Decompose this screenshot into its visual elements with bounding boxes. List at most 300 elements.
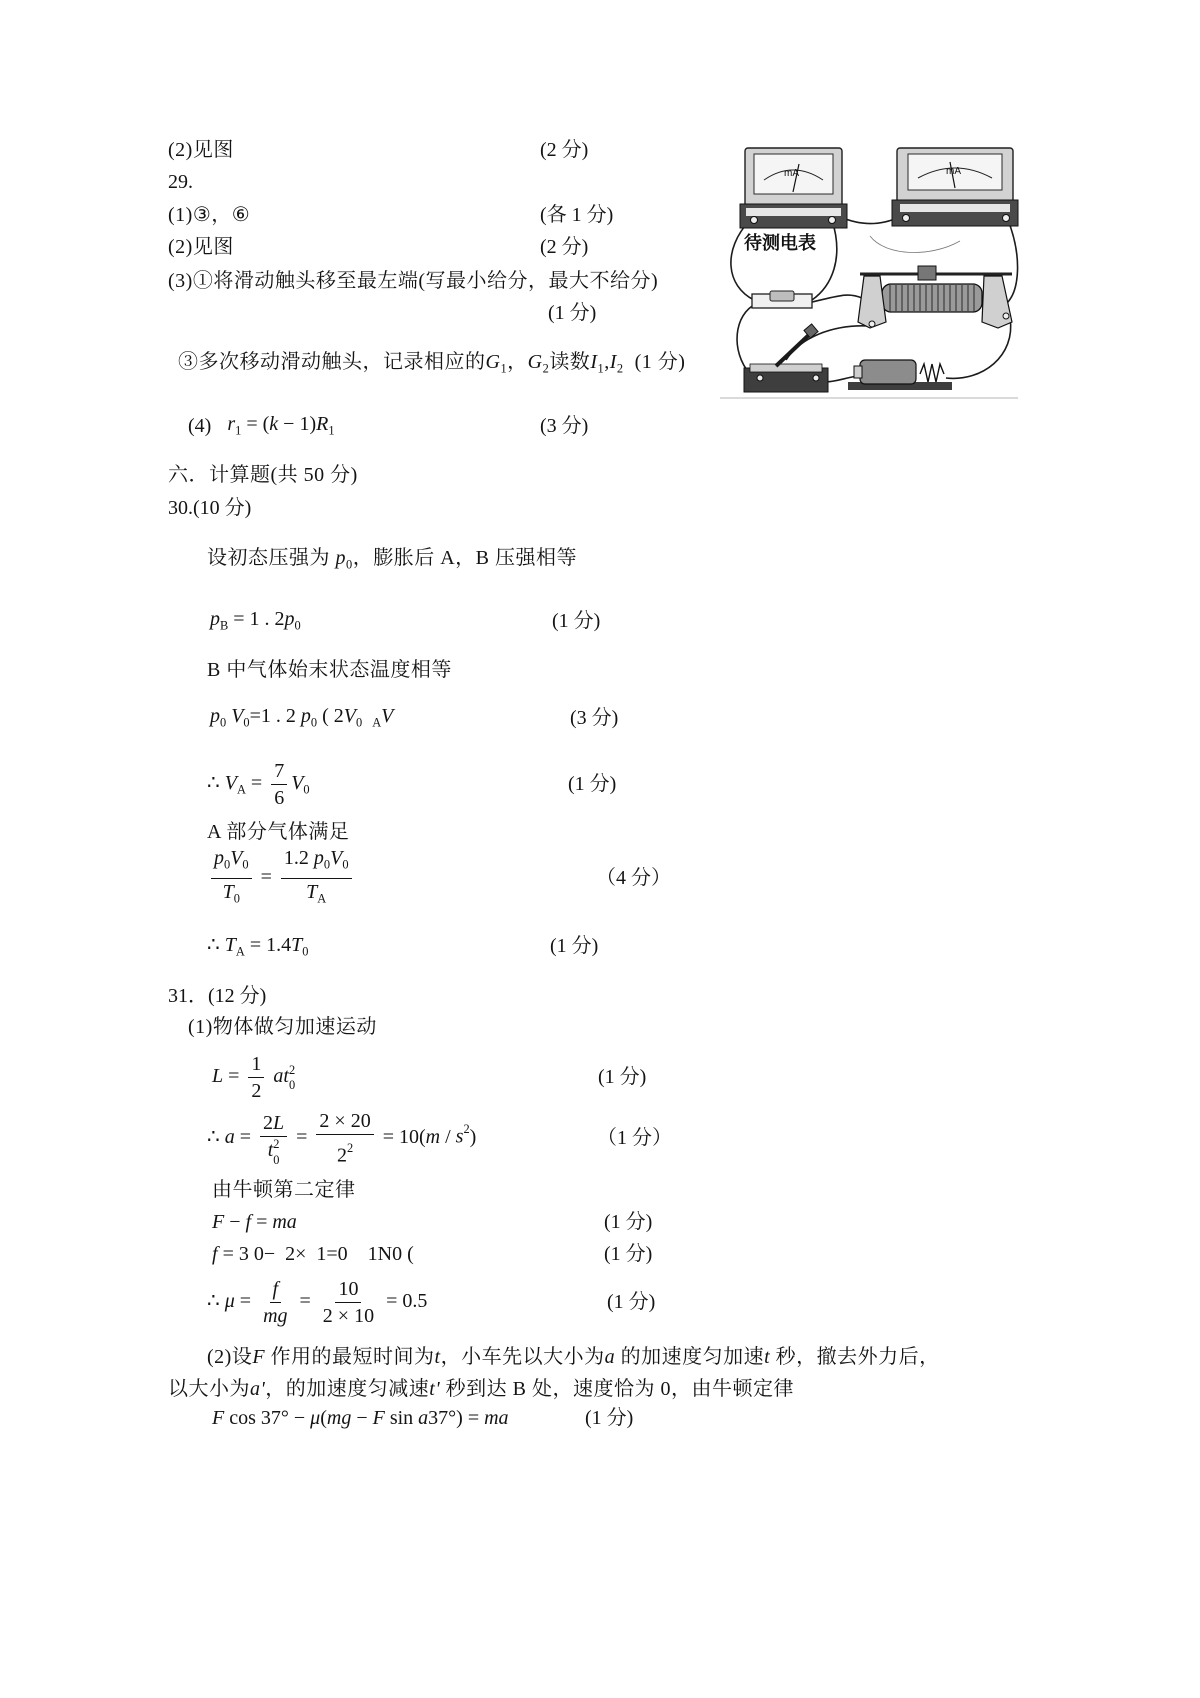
q30-intro xyxy=(207,542,577,572)
math-text: ( xyxy=(320,1406,327,1429)
math-term xyxy=(231,705,249,730)
math-fraction xyxy=(320,1278,377,1327)
math-term xyxy=(381,1290,427,1313)
meter-shelf xyxy=(746,208,841,216)
math-text: p xyxy=(210,608,220,631)
math-text: 2 × 20 xyxy=(319,1109,371,1132)
math-term xyxy=(310,1407,320,1430)
math-term xyxy=(263,1112,273,1134)
q31-part2-text1 xyxy=(207,1340,940,1369)
q31-law: 由牛顿第二定律 xyxy=(212,1179,356,1201)
math-text: 7 xyxy=(274,759,285,782)
math-text xyxy=(362,705,372,727)
math-text: sin xyxy=(384,1406,419,1429)
math-text: ，的加速度匀减速 xyxy=(265,1377,430,1400)
math-text: p xyxy=(210,705,220,728)
math-text: = ( xyxy=(241,413,270,436)
subscript: 0 xyxy=(233,890,240,905)
q31-eq6-score: (1 分) xyxy=(585,1407,634,1429)
fraction-denominator xyxy=(271,785,287,809)
math-term xyxy=(338,1278,358,1300)
math-text: a xyxy=(418,1406,429,1429)
math-text: r xyxy=(227,413,236,436)
math-text: p xyxy=(300,705,311,728)
q30-eq4-score: （4 分） xyxy=(596,867,671,889)
math-term xyxy=(245,934,291,957)
math-text: V xyxy=(381,705,394,728)
knife-switch xyxy=(744,324,828,392)
q31-eq5-score: (1 分) xyxy=(607,1291,656,1313)
math-text: / xyxy=(440,1125,456,1148)
subscript: 0 xyxy=(243,715,250,730)
q29-part3-step1-score: (1 分) xyxy=(548,302,597,324)
math-text: ， xyxy=(507,351,528,374)
math-term xyxy=(268,1065,283,1088)
q31-eq3-score: (1 分) xyxy=(604,1211,653,1233)
math-term xyxy=(426,1126,440,1149)
math-term xyxy=(210,705,226,730)
section-6-title: 六．计算题(共 50 分) xyxy=(168,464,358,486)
math-term xyxy=(590,351,604,376)
math-text: G xyxy=(485,351,501,374)
math-term xyxy=(267,1137,280,1167)
math-text: , xyxy=(604,351,610,374)
math-term xyxy=(316,413,334,438)
math-fraction xyxy=(211,847,252,909)
rheostat-slider xyxy=(918,266,936,280)
subscript: 1 xyxy=(235,423,242,438)
math-term xyxy=(228,608,284,631)
math-text: 以大小为 xyxy=(168,1377,250,1400)
superscript: 2 xyxy=(273,1137,280,1152)
math-term xyxy=(210,608,228,633)
math-text: μ xyxy=(310,1406,321,1429)
math-term xyxy=(615,1340,764,1369)
terminal-icon xyxy=(903,215,910,222)
sliding-rheostat xyxy=(858,266,1012,328)
math-term xyxy=(507,345,528,374)
math-text: 2 xyxy=(251,1079,262,1102)
subscript: 1 xyxy=(500,361,508,376)
math-text: ∴ xyxy=(207,934,225,957)
sub-superscript xyxy=(288,1062,296,1092)
wire-meter-to-resistor xyxy=(812,220,837,300)
math-text: a' xyxy=(250,1377,266,1400)
meter-unit-label: mA xyxy=(784,168,799,179)
math-term xyxy=(344,705,362,730)
math-text: T xyxy=(224,934,236,957)
math-term xyxy=(250,705,301,728)
fraction-denominator xyxy=(265,1137,283,1167)
math-text: V xyxy=(230,847,243,870)
q29-number: 29. xyxy=(168,171,193,193)
math-term xyxy=(295,1290,316,1313)
math-term xyxy=(250,1378,265,1401)
q31-eq6 xyxy=(212,1403,509,1433)
math-term xyxy=(336,547,353,572)
math-fraction xyxy=(248,1053,264,1102)
q29-part4-label: (4) xyxy=(188,414,212,437)
math-text: mg xyxy=(326,1406,352,1429)
math-text: F xyxy=(372,1406,385,1429)
math-term xyxy=(235,1126,256,1149)
battery-cell xyxy=(860,360,916,384)
q30-eq4-expression xyxy=(207,847,356,909)
fraction-denominator xyxy=(260,1303,290,1327)
math-text: μ xyxy=(224,1289,235,1312)
q31-eq4 xyxy=(212,1239,414,1269)
subscript: 1 xyxy=(328,423,335,438)
math-text: = 1.4 xyxy=(244,934,292,957)
q31-eq4-expression xyxy=(212,1243,414,1266)
subscript: 0 xyxy=(294,618,301,633)
meter-shelf xyxy=(900,204,1010,212)
math-fraction xyxy=(316,1110,373,1166)
q31-eq5-expression xyxy=(207,1278,427,1327)
q31-part1-title: (1)物体做匀加速运动 xyxy=(188,1016,377,1038)
math-text: V xyxy=(343,705,356,728)
q29-part4-equation xyxy=(227,413,334,438)
q31-part2-text2 xyxy=(168,1372,794,1401)
math-term xyxy=(178,345,486,374)
math-text: 1.2 xyxy=(283,847,314,870)
math-term xyxy=(605,1346,616,1369)
subscript: A xyxy=(235,944,245,959)
math-term xyxy=(273,1278,279,1300)
math-term xyxy=(274,760,284,782)
math-term xyxy=(225,934,245,959)
math-term xyxy=(624,345,686,374)
fraction-denominator xyxy=(220,879,243,909)
subscript: A xyxy=(236,781,246,796)
meter-under-test-caption: 待测电表 xyxy=(744,233,816,254)
math-text: p xyxy=(214,847,224,870)
q30-eq3 xyxy=(207,758,310,810)
math-term xyxy=(230,847,248,875)
wire-resistor-to-rheostat xyxy=(812,295,862,302)
q31-eq5 xyxy=(207,1276,427,1328)
math-text: a xyxy=(224,1125,235,1148)
q29-part2-score: (2 分) xyxy=(540,236,589,258)
fraction-numerator xyxy=(260,1112,287,1137)
math-term xyxy=(378,1126,426,1149)
math-text: 作用的最短时间为 xyxy=(265,1345,435,1368)
math-text: 秒，撤去外力后， xyxy=(770,1345,940,1368)
q29-part1-score: (各 1 分) xyxy=(540,204,614,226)
math-term xyxy=(337,1137,353,1166)
math-term xyxy=(470,1126,477,1149)
math-term xyxy=(207,770,225,795)
milliammeter-left xyxy=(740,148,847,228)
q30-eq1 xyxy=(210,606,301,636)
math-text: t xyxy=(283,1064,289,1087)
math-fraction xyxy=(271,760,287,809)
math-text: 的加速度匀加速 xyxy=(615,1345,765,1368)
math-text: ( 2 xyxy=(317,705,344,728)
switch-plate xyxy=(750,364,822,372)
math-term xyxy=(610,351,624,376)
math-term xyxy=(212,1407,224,1430)
math-text: ，小车先以大小为 xyxy=(440,1345,605,1368)
math-term xyxy=(285,608,301,633)
math-term xyxy=(373,1407,385,1430)
wire-right-meter-to-rheostat xyxy=(1006,220,1018,304)
math-text: (1 分) xyxy=(623,351,686,374)
math-text: ma xyxy=(484,1406,509,1429)
math-text: m xyxy=(425,1125,441,1148)
fraction-numerator xyxy=(248,1053,264,1078)
math-term xyxy=(291,934,308,959)
fraction-numerator xyxy=(211,847,252,878)
math-text: I xyxy=(590,351,598,374)
fraction-numerator xyxy=(316,1110,373,1135)
q29-part4 xyxy=(188,411,335,441)
math-term xyxy=(212,1211,224,1234)
math-term xyxy=(207,932,225,957)
math-text: = xyxy=(223,1064,245,1087)
math-term xyxy=(265,1372,429,1401)
math-term xyxy=(440,1126,456,1149)
math-term xyxy=(429,1378,440,1401)
math-term xyxy=(256,866,277,889)
math-term xyxy=(278,413,316,436)
math-fraction xyxy=(260,1112,287,1167)
math-term xyxy=(224,1211,245,1234)
math-term xyxy=(284,847,314,869)
terminal-icon xyxy=(869,321,875,327)
q31-eq1-expression xyxy=(212,1053,295,1102)
subscript: B xyxy=(220,618,229,633)
math-text: p xyxy=(284,608,295,631)
math-term xyxy=(330,847,348,875)
math-text: = xyxy=(294,1289,316,1312)
math-text: f xyxy=(272,1277,279,1300)
switch-blade xyxy=(776,332,812,366)
terminal-icon xyxy=(1003,215,1010,222)
math-term xyxy=(456,1122,470,1148)
q31-eq3 xyxy=(212,1207,297,1237)
math-term xyxy=(225,1290,235,1313)
subscript: 0 xyxy=(288,1078,296,1092)
math-text: s xyxy=(455,1125,464,1148)
math-term xyxy=(218,1243,414,1266)
math-text: p xyxy=(335,547,346,570)
wire-switch-to-resistor xyxy=(737,304,756,374)
q30-eq2 xyxy=(210,703,393,733)
math-term xyxy=(272,1211,296,1234)
protective-resistor xyxy=(920,364,944,382)
meter-unit-label: mA xyxy=(946,166,961,177)
math-text: f xyxy=(245,1210,252,1233)
superscript: 2 xyxy=(346,1140,354,1155)
q30-number: 30.(10 分) xyxy=(168,497,252,519)
subscript: A xyxy=(372,715,382,730)
superscript: 2 xyxy=(288,1062,296,1077)
math-term xyxy=(207,1124,225,1149)
math-text: ∴ xyxy=(207,1125,225,1148)
q31-eq2 xyxy=(207,1110,476,1166)
math-term xyxy=(251,1080,261,1102)
math-term xyxy=(549,345,590,374)
q31-eq1-score: (1 分) xyxy=(598,1066,647,1088)
math-text: = 3 0− 2× 1=0 1N0 ( xyxy=(217,1242,414,1265)
q31-eq2-expression xyxy=(207,1110,476,1166)
fraction-numerator xyxy=(335,1278,361,1303)
fixed-resistor xyxy=(752,291,812,308)
math-term xyxy=(214,847,230,875)
math-term xyxy=(528,351,550,376)
q31-number: 31．(12 分) xyxy=(168,985,267,1007)
math-text: 读数 xyxy=(549,351,591,374)
math-text: − xyxy=(224,1210,246,1233)
sub-superscript xyxy=(273,1137,280,1167)
fraction-numerator xyxy=(271,760,287,785)
math-text: a xyxy=(268,1064,284,1087)
math-term xyxy=(291,1126,312,1149)
math-term xyxy=(283,1062,296,1092)
math-text: 1 xyxy=(251,1052,262,1075)
math-term xyxy=(317,705,344,728)
math-text: I xyxy=(609,351,617,374)
fraction-denominator xyxy=(334,1135,356,1166)
math-term xyxy=(223,881,240,909)
q29-part3-step1: (3)①将滑动触头移至最左端(写最小给分，最大不给分) xyxy=(168,270,659,292)
q30-eq5-score: (1 分) xyxy=(550,935,599,957)
math-text: ③多次移动滑动触头，记录相应的 xyxy=(178,351,486,374)
math-term xyxy=(441,1340,605,1369)
math-text: = xyxy=(234,1125,257,1148)
math-term xyxy=(319,1110,370,1132)
subscript: 0 xyxy=(220,715,227,730)
wire-left-loop xyxy=(731,220,754,300)
math-text: t xyxy=(434,1345,441,1368)
math-text: = xyxy=(255,865,277,888)
math-term xyxy=(274,787,284,809)
math-term xyxy=(385,1407,418,1430)
math-term xyxy=(207,1340,252,1369)
q30-eq5 xyxy=(207,931,308,961)
math-term xyxy=(291,772,309,797)
math-term xyxy=(314,847,330,875)
math-text: = 1 . 2 xyxy=(228,608,285,631)
math-term xyxy=(327,1407,351,1430)
subscript: 0 xyxy=(302,944,309,959)
math-text: k xyxy=(269,413,279,436)
wire-faint xyxy=(870,236,960,252)
math-text: ∴ xyxy=(207,771,225,794)
math-term xyxy=(486,351,508,376)
math-term xyxy=(770,1340,940,1369)
math-text: t xyxy=(267,1139,274,1162)
math-text: = xyxy=(251,1210,273,1233)
fraction-numerator xyxy=(281,847,352,878)
q30-eq3-expression xyxy=(207,760,310,809)
math-term xyxy=(353,541,577,570)
math-term xyxy=(362,705,381,730)
battery-pack xyxy=(848,360,952,390)
q31-eq2-score: （1 分） xyxy=(597,1127,672,1149)
math-text: ，膨胀后 A，B 压强相等 xyxy=(352,547,577,570)
meter-base xyxy=(892,200,1018,226)
math-text: 2 × 10 xyxy=(322,1304,375,1327)
math-text: mg xyxy=(263,1304,288,1327)
math-fraction xyxy=(281,847,352,909)
terminal-icon xyxy=(813,375,819,381)
math-term xyxy=(418,1407,428,1430)
math-text: t xyxy=(764,1345,771,1368)
q28-part2-label: (2)见图 xyxy=(168,139,234,161)
math-text: 10 xyxy=(338,1277,359,1300)
q31-part2-line2 xyxy=(168,1371,794,1401)
battery-cap xyxy=(854,366,862,378)
q29-step3-text xyxy=(178,345,685,376)
math-text: ma xyxy=(272,1210,297,1233)
subscript: 2 xyxy=(542,361,550,376)
math-text: T xyxy=(222,880,234,903)
milliammeter-right xyxy=(892,148,1018,226)
q28-part2-score: (2 分) xyxy=(540,139,589,161)
math-text: = xyxy=(291,1125,313,1148)
math-term xyxy=(306,881,326,909)
math-term xyxy=(301,705,317,730)
subscript: 0 xyxy=(224,857,231,872)
math-text: F xyxy=(252,1345,266,1368)
math-term xyxy=(235,1290,256,1313)
math-text: T xyxy=(291,934,303,957)
subscript: 0 xyxy=(310,715,318,730)
subscript: 0 xyxy=(303,781,310,796)
math-term xyxy=(168,1372,250,1401)
math-term xyxy=(484,1407,508,1430)
math-term xyxy=(246,772,267,795)
q31-eq3-expression xyxy=(212,1211,297,1234)
math-text: − xyxy=(351,1406,373,1429)
subscript: 0 xyxy=(342,857,349,872)
math-text: ∴ xyxy=(207,1289,225,1312)
math-text: − 1) xyxy=(278,413,317,436)
math-text: (2)设 xyxy=(207,1345,253,1368)
subscript: 0 xyxy=(273,1152,280,1167)
rheostat-right-support xyxy=(982,276,1012,328)
terminal-icon xyxy=(751,217,758,224)
terminal-icon xyxy=(1003,313,1009,319)
math-term xyxy=(251,1211,272,1234)
q30-intro-text xyxy=(207,541,577,572)
math-term xyxy=(207,1288,225,1313)
math-term xyxy=(251,1053,261,1075)
math-text: p xyxy=(313,847,324,870)
math-text: a xyxy=(604,1345,616,1368)
math-term xyxy=(227,413,241,438)
math-text: cos 37° − xyxy=(224,1406,311,1429)
q30-eq5-expression xyxy=(207,932,308,959)
math-text: 设初态压强为 xyxy=(207,547,336,570)
terminal-icon xyxy=(829,217,836,224)
math-text: L xyxy=(212,1064,224,1087)
math-term xyxy=(265,1340,435,1369)
math-term xyxy=(428,1407,484,1430)
math-term xyxy=(323,1305,374,1327)
math-term xyxy=(440,1372,794,1401)
math-term xyxy=(252,1346,265,1369)
math-text: 6 xyxy=(274,786,285,809)
math-term xyxy=(351,1407,372,1430)
math-text: T xyxy=(306,880,318,903)
q30-note1: B 中气体始末状态温度相等 xyxy=(207,659,452,681)
q31-eq4-score: (1 分) xyxy=(604,1243,653,1265)
q31-part2-line1 xyxy=(207,1339,940,1369)
math-text: V xyxy=(231,705,244,728)
